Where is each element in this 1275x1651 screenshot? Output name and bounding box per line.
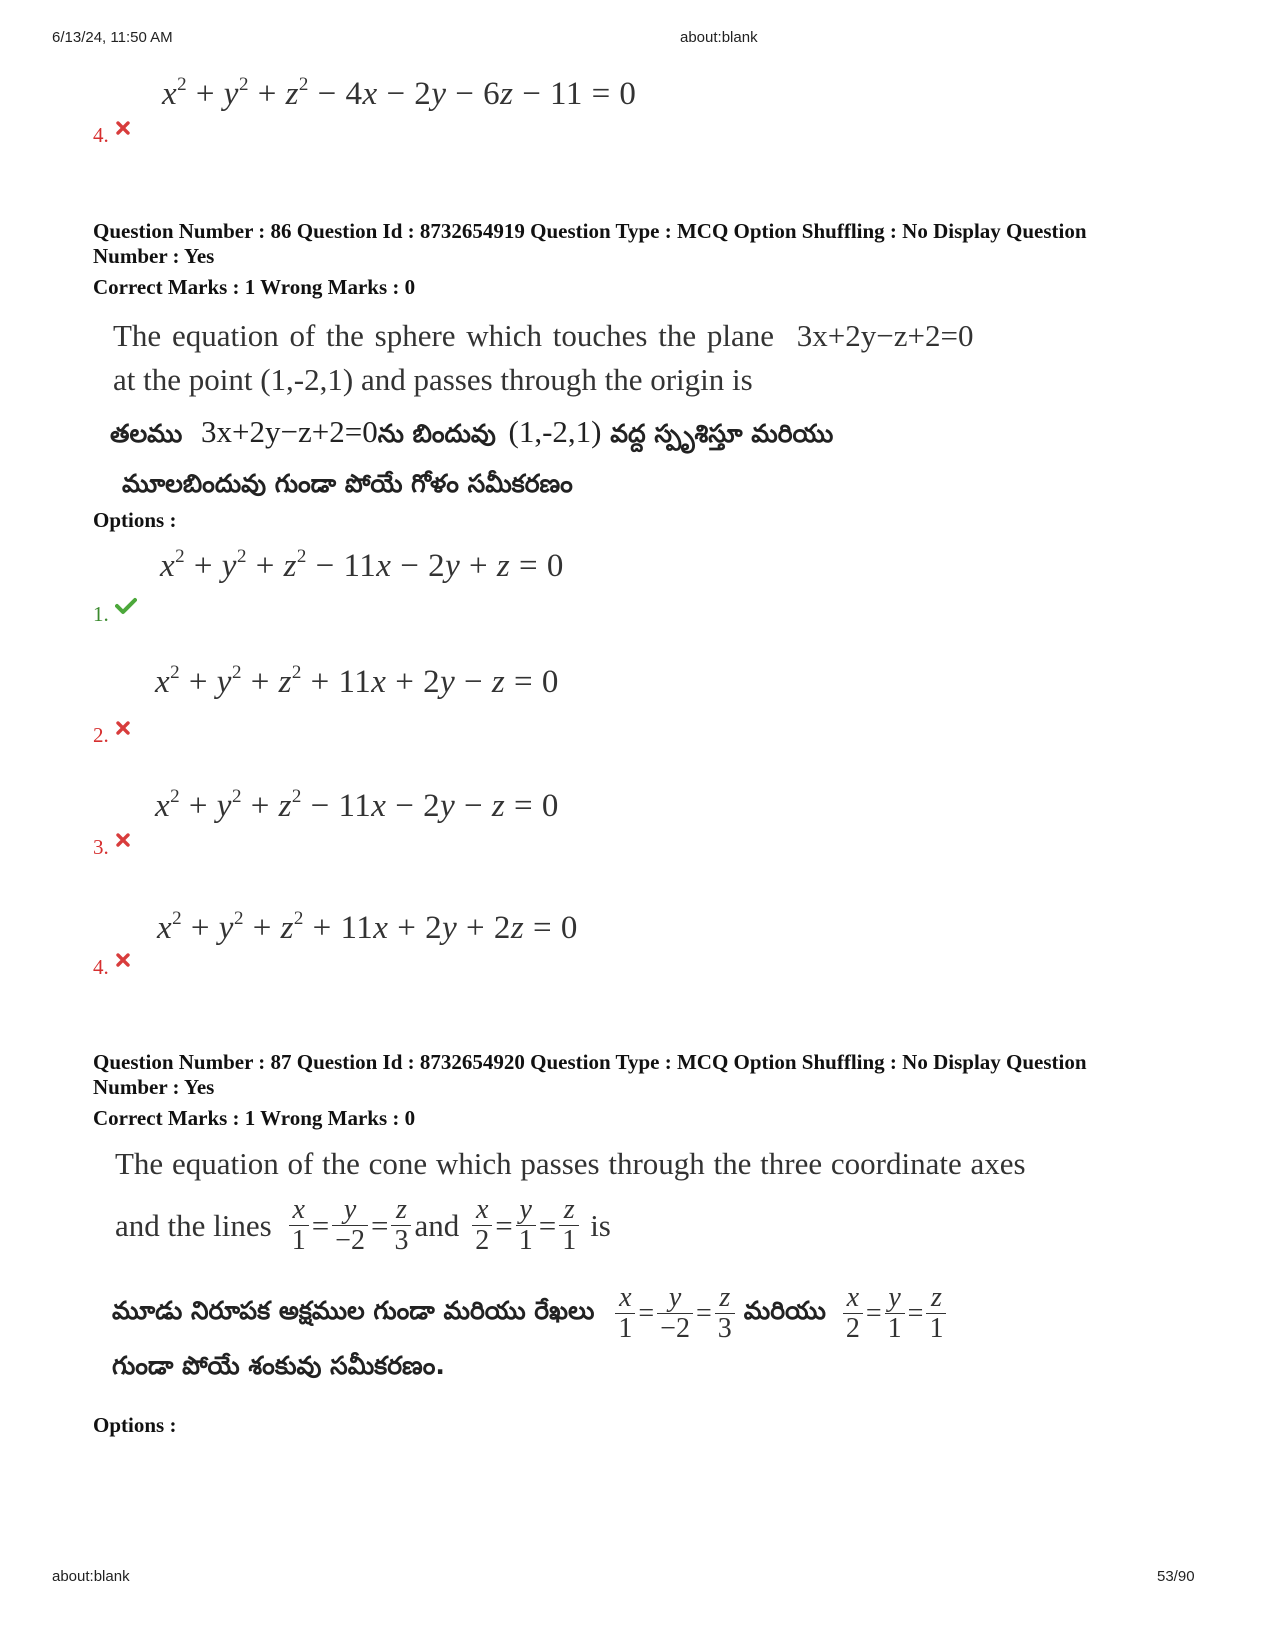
cross-icon bbox=[115, 120, 131, 136]
q86-option-4-equation: $x^2 + y^2 + z^2 + 11x + 2y + 2z = 0$ bbox=[157, 908, 578, 946]
prev-option-4-equation: $x^2 + y^2 + z^2 - 4x - 2y - 6z - 11 = 0$ bbox=[162, 74, 637, 112]
q86-option-1 bbox=[93, 597, 137, 627]
q87-tel-line1-equation: $\frac{x}{1}$ = $\frac{y}{-2}$ = $\frac{z}{3}$ bbox=[612, 1283, 737, 1344]
q86-option-2 bbox=[93, 720, 131, 748]
footer-url: about:blank bbox=[52, 1568, 130, 1585]
q86-tel-word1: తలము bbox=[110, 419, 183, 448]
q86-text-line1-prose: The equation of the sphere which touches the plane bbox=[113, 318, 774, 353]
q86-meta-line2: Number : Yes bbox=[93, 244, 215, 268]
cross-icon bbox=[115, 952, 131, 968]
q86-option-4-number: 4. bbox=[93, 955, 109, 979]
print-url: about:blank bbox=[680, 29, 758, 46]
q87-meta-line1: Question Number : 87 Question Id : 8732654920 Question Type : MCQ Option Shuffling : No Display Question bbox=[93, 1050, 1087, 1074]
q87-tel-line1-text: మూడు నిరూపక అక్షముల గుండా మరియు రేఖలు bbox=[112, 1295, 595, 1325]
q87-tel-line2-equation: $\frac{x}{2}$ = $\frac{y}{1}$ = $\frac{z}{1}$ bbox=[840, 1283, 950, 1344]
q86-meta-line1: Question Number : 86 Question Id : 8732654919 Question Type : MCQ Option Shuffling : No Display Question bbox=[93, 219, 1087, 243]
print-datetime: 6/13/24, 11:50 AM bbox=[52, 29, 173, 46]
q87-meta bbox=[93, 1050, 1213, 1100]
q87-text-line2 bbox=[115, 1195, 611, 1256]
q86-tel-word2: ను బిందువు bbox=[377, 419, 496, 448]
q86-option-3 bbox=[93, 832, 131, 860]
q86-plane-equation: 3x+2y−z+2=0 bbox=[796, 318, 974, 353]
q87-line1-equation: $\frac{x}{1}$ = $\frac{y}{-2}$ = $\frac{z}{3}$ bbox=[286, 1195, 415, 1256]
prev-option-4-number: 4. bbox=[93, 123, 109, 147]
q87-and-the-lines: and the lines bbox=[115, 1207, 272, 1243]
q86-option-3-number: 3. bbox=[93, 835, 109, 859]
page-number: 53/90 bbox=[1157, 1568, 1195, 1585]
q86-options-label: Options : bbox=[93, 508, 177, 532]
q87-meta-line2: Number : Yes bbox=[93, 1075, 215, 1099]
check-icon bbox=[115, 597, 137, 615]
q86-option-1-number: 1. bbox=[93, 602, 109, 626]
q86-telugu-line2: మూలబిందువు గుండా పోయే గోళం సమీకరణం bbox=[122, 469, 573, 498]
prev-option-4 bbox=[93, 120, 131, 148]
cross-icon bbox=[115, 832, 131, 848]
q87-is: is bbox=[590, 1207, 611, 1243]
q86-marks: Correct Marks : 1 Wrong Marks : 0 bbox=[93, 275, 416, 299]
q86-option-2-number: 2. bbox=[93, 723, 109, 747]
q86-text-line1 bbox=[113, 318, 973, 354]
q86-text-line2: at the point (1,-2,1) and passes through the origin is bbox=[113, 362, 753, 397]
q87-telugu-line2: గుండా పోయే శంకువు సమీకరణం. bbox=[112, 1351, 445, 1380]
q86-meta bbox=[93, 219, 1213, 269]
q87-and: and bbox=[414, 1207, 460, 1243]
q86-tel-point: (1,-2,1) bbox=[508, 414, 602, 449]
cross-icon bbox=[115, 720, 131, 736]
q86-tel-plane-eq: 3x+2y−z+2=0 bbox=[201, 414, 378, 449]
q87-marks: Correct Marks : 1 Wrong Marks : 0 bbox=[93, 1106, 416, 1130]
q86-tel-word3: వద్ద స్పృశిస్తూ మరియు bbox=[610, 419, 834, 448]
q87-options-label: Options : bbox=[93, 1413, 177, 1437]
q87-text-line1: The equation of the cone which passes through the three coordinate axes bbox=[115, 1146, 1026, 1181]
q86-telugu-line1 bbox=[110, 414, 833, 455]
q86-option-3-equation: $x^2 + y^2 + z^2 - 11x - 2y - z = 0$ bbox=[155, 786, 559, 824]
q86-option-1-equation: $x^2 + y^2 + z^2 - 11x - 2y + z = 0$ bbox=[160, 546, 564, 584]
q86-option-2-equation: $x^2 + y^2 + z^2 + 11x + 2y - z = 0$ bbox=[155, 662, 559, 700]
q87-telugu-line1 bbox=[112, 1283, 949, 1344]
q86-option-4 bbox=[93, 952, 131, 980]
q87-line2-equation: $\frac{x}{2}$ = $\frac{y}{1}$ = $\frac{z}{1}$ bbox=[469, 1195, 582, 1256]
q87-tel-and: మరియు bbox=[743, 1295, 826, 1325]
